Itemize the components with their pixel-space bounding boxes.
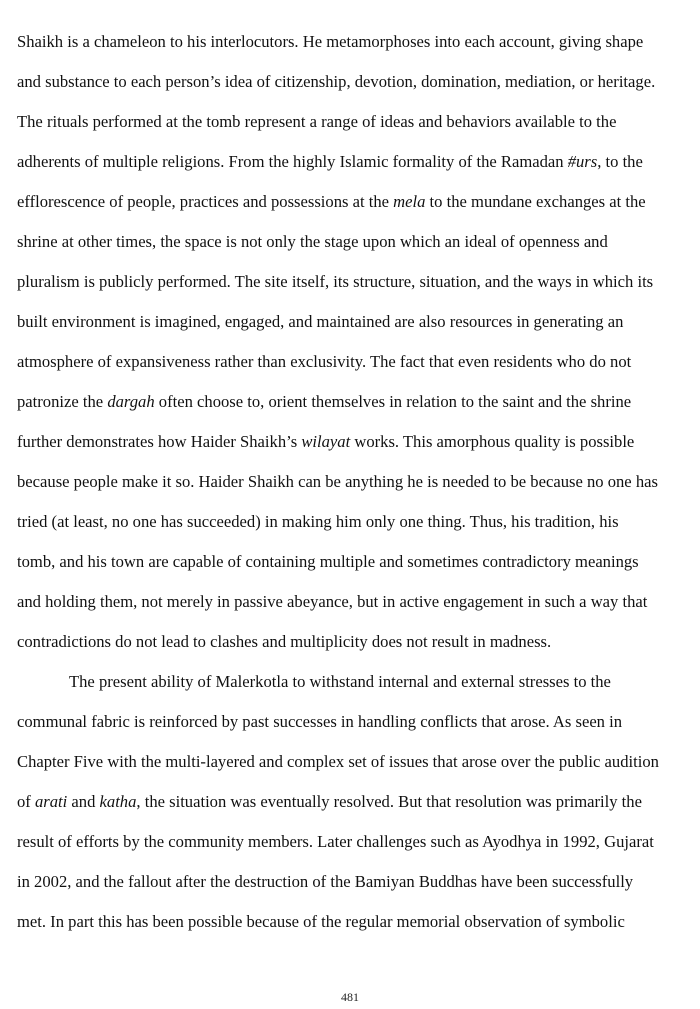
text-line: Chapter Five with the multi-layered and complex set of issues that arose over the public audition — [17, 752, 659, 771]
italic-term: wilayat — [301, 432, 351, 451]
text-line: efflorescence of people, practices and possessions at the mela to the mundane exchanges at the — [17, 192, 646, 211]
text-line: The present ability of Malerkotla to withstand internal and external stresses to the — [69, 672, 611, 691]
text-line: pluralism is publicly performed. The site itself, its structure, situation, and the ways in which its — [17, 272, 654, 291]
document-body — [17, 22, 697, 942]
text-line: atmosphere of expansiveness rather than exclusivity. The fact that even residents who do not — [17, 352, 632, 371]
text-line: adherents of multiple religions. From the highly Islamic formality of the Ramadan #urs, to the — [17, 152, 643, 171]
italic-term: dargah — [107, 392, 155, 411]
text-line: communal fabric is reinforced by past successes in handling conflicts that arose. As seen in — [17, 712, 623, 731]
text-line: met. In part this has been possible because of the regular memorial observation of symbolic — [17, 912, 625, 931]
text-line: of arati and katha, the situation was eventually resolved. But that resolution was primarily the — [17, 792, 642, 811]
text-line: built environment is imagined, engaged, and maintained are also resources in generating an — [17, 312, 624, 331]
italic-term: mela — [393, 192, 426, 211]
text-line: Shaikh is a chameleon to his interlocutors. He metamorphoses into each account, giving shape — [17, 32, 644, 51]
text-line: patronize the dargah often choose to, orient themselves in relation to the saint and the shrine — [17, 392, 632, 411]
italic-term: #urs — [567, 152, 598, 171]
text-line: because people make it so. Haider Shaikh can be anything he is needed to be because no one has — [17, 472, 658, 491]
text-line: and holding them, not merely in passive abeyance, but in active engagement in such a way that — [17, 592, 648, 611]
page-number: 481 — [341, 990, 359, 1004]
italic-term: katha — [99, 792, 137, 811]
text-line: tried (at least, no one has succeeded) in making him only one thing. Thus, his tradition, his — [17, 512, 619, 531]
italic-term: arati — [34, 792, 68, 811]
text-line: tomb, and his town are capable of containing multiple and sometimes contradictory meanings — [17, 552, 639, 571]
text-line: shrine at other times, the space is not only the stage upon which an ideal of openness and — [17, 232, 608, 251]
text-line: and substance to each person’s idea of citizenship, devotion, domination, mediation, or heritage. — [17, 72, 656, 91]
text-line: further demonstrates how Haider Shaikh’s wilayat works. This amorphous quality is possible — [17, 432, 635, 451]
text-line: The rituals performed at the tomb represent a range of ideas and behaviors available to the — [17, 112, 617, 131]
text-line: result of efforts by the community members. Later challenges such as Ayodhya in 1992, Gujarat — [17, 832, 654, 851]
text-line: contradictions do not lead to clashes and multiplicity does not result in madness. — [17, 632, 552, 651]
text-line: in 2002, and the fallout after the destruction of the Bamiyan Buddhas have been successfully — [17, 872, 634, 891]
